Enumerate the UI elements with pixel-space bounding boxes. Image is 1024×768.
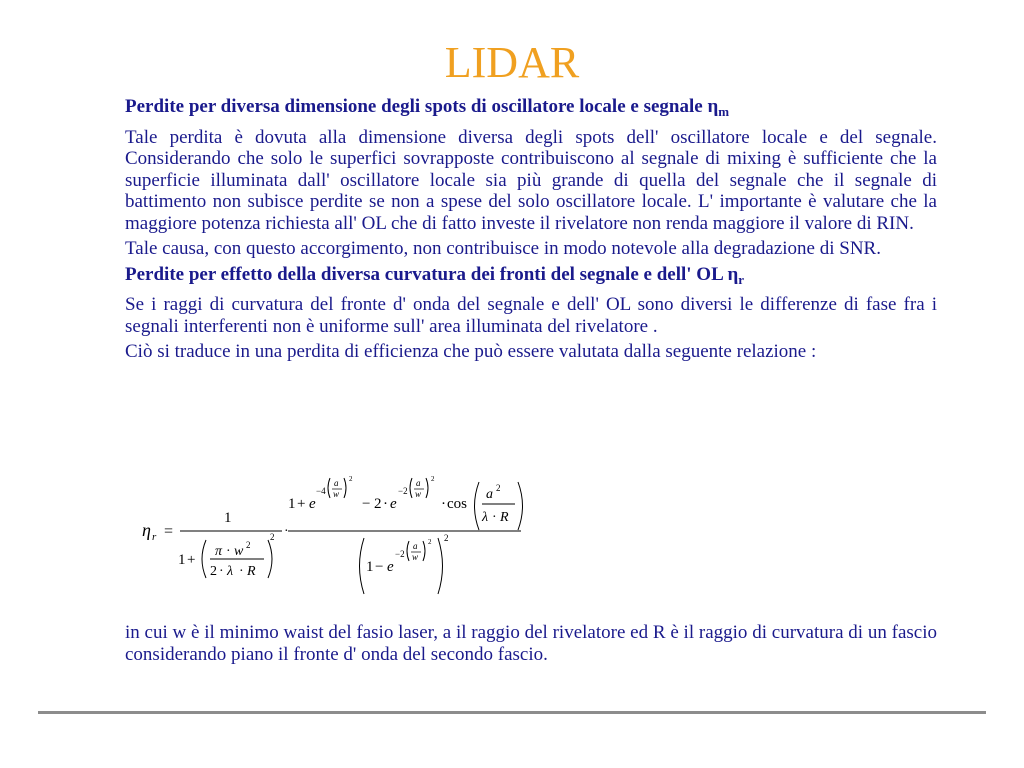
frac2-one: 1 (288, 496, 296, 512)
exp2-two: 2 (431, 475, 435, 483)
frac1-dot1: · (226, 544, 231, 559)
frac1-pi: π (215, 544, 223, 559)
frac1-w: w (234, 544, 244, 559)
exp3-paren-right (423, 541, 425, 561)
exp3-paren-left (407, 541, 409, 561)
frac1-dot3: · (239, 564, 244, 579)
frac1-outer-exp: 2 (270, 532, 275, 542)
paragraph-curvature: Se i raggi di curvatura del fronte d' onda del segnale e dell' OL sono diversi le differenze di fase fra i segnali interferenti non è uniforme sull' area illuminata del rivelatore . (125, 294, 937, 337)
eta-subscript-m: m (718, 104, 730, 119)
exp3-two: 2 (428, 538, 432, 546)
cos-paren-left (475, 482, 480, 530)
exp1-a: a (334, 478, 339, 488)
den-exp-m2: −2 (395, 549, 405, 559)
exp1-paren-left (328, 478, 330, 498)
frac2-e2: e (390, 496, 397, 512)
frac1-two: 2 (210, 564, 217, 579)
eta-symbol: η (707, 96, 719, 117)
cos-a-exp: 2 (496, 483, 501, 493)
frac1-one: 1 (178, 552, 186, 568)
den-one: 1 (366, 559, 374, 575)
exp2-w: w (415, 489, 422, 499)
bottom-divider (38, 711, 986, 714)
heading-eta-m (125, 96, 937, 123)
slide-title: LIDAR (444, 38, 580, 87)
paragraph-definitions: in cui w è il minimo waist del fasio laser, a il raggio del rivelatore ed R è il raggio di curvatura di un fascio considerando piano il fronte d' onda del secondo fascio. (125, 622, 937, 665)
formula-eta-sub: r (152, 531, 157, 543)
cos-paren-right (518, 482, 523, 530)
den-paren-left (360, 538, 365, 594)
frac2-exp-m2: −2 (398, 486, 408, 496)
eta-subscript-r: r (738, 271, 745, 287)
frac1-R: R (247, 564, 256, 579)
frac1-numerator: 1 (224, 510, 232, 526)
frac2-two: 2 (374, 496, 382, 512)
frac1-paren-right (268, 540, 272, 578)
frac1-dot2: · (219, 564, 224, 579)
cos-dot: · (492, 510, 497, 525)
paragraph-spot-size: Tale perdita è dovuta alla dimensione diversa degli spots dell' oscillatore locale e del segnale. Considerando che solo le superfici sovrapposte contribuiscono al segnale di mixing è sufficiente che la superficie illuminata dall' oscillatore locale sia più grande di quella del segnale che il segnale di battimento non subisce perdite se non a spese del solo oscillatore locale. L' importante è valutare che la maggiore potenza richiesta all' OL che di fatto investe il rivelatore non renda maggiore il valore di RIN. (125, 126, 937, 234)
frac2-plus: + (297, 496, 306, 512)
exp2-a: a (416, 478, 421, 488)
frac2-e1: e (309, 496, 316, 512)
exp2-paren-right (426, 478, 428, 498)
den-minus: − (375, 559, 384, 575)
paragraph-efficiency: Ciò si traduce in una perdita di efficienza che può essere valutata dalla seguente relazione : (125, 341, 817, 362)
frac2-minus: − (362, 496, 371, 512)
exp2-paren-left (410, 478, 412, 498)
den-e: e (387, 559, 394, 575)
frac1-w-exp: 2 (246, 540, 251, 550)
cos-a: a (486, 487, 493, 502)
heading-eta-r-text: Perdite per effetto della diversa curvatura dei fronti del segnale e dell' OL (125, 263, 728, 285)
exp3-w: w (412, 552, 419, 562)
frac2-dot: · (383, 496, 388, 512)
exp3-a: a (413, 541, 418, 551)
exp1-w: w (333, 489, 340, 499)
heading-eta-r (125, 264, 937, 291)
frac1-paren-left (202, 540, 206, 578)
slide-body (125, 96, 937, 367)
formula-multiply-dot: · (284, 524, 289, 539)
efficiency-formula (136, 464, 536, 604)
exp1-paren-right (344, 478, 346, 498)
den-paren-right (438, 538, 443, 594)
formula-equals: = (164, 523, 174, 540)
formula-eta: η (142, 520, 151, 540)
heading-eta-m-text: Perdite per diversa dimensione degli spots di oscillatore locale e segnale (125, 96, 708, 117)
frac1-lambda: λ (227, 564, 234, 579)
eta-symbol: η (727, 263, 739, 285)
frac2-cos: cos (447, 496, 467, 512)
paragraph-snr: Tale causa, con questo accorgimento, non contribuisce in modo notevole alla degradazione di SNR. (125, 238, 881, 259)
frac1-plus: + (187, 552, 196, 568)
frac2-cos-dot: · (441, 496, 446, 512)
formula-svg (136, 464, 536, 604)
cos-R: R (500, 510, 509, 525)
den-outer-exp: 2 (444, 533, 449, 543)
frac2-exp-m4: −4 (316, 486, 326, 496)
cos-lambda: λ (482, 510, 489, 525)
exp1-two: 2 (349, 475, 353, 483)
